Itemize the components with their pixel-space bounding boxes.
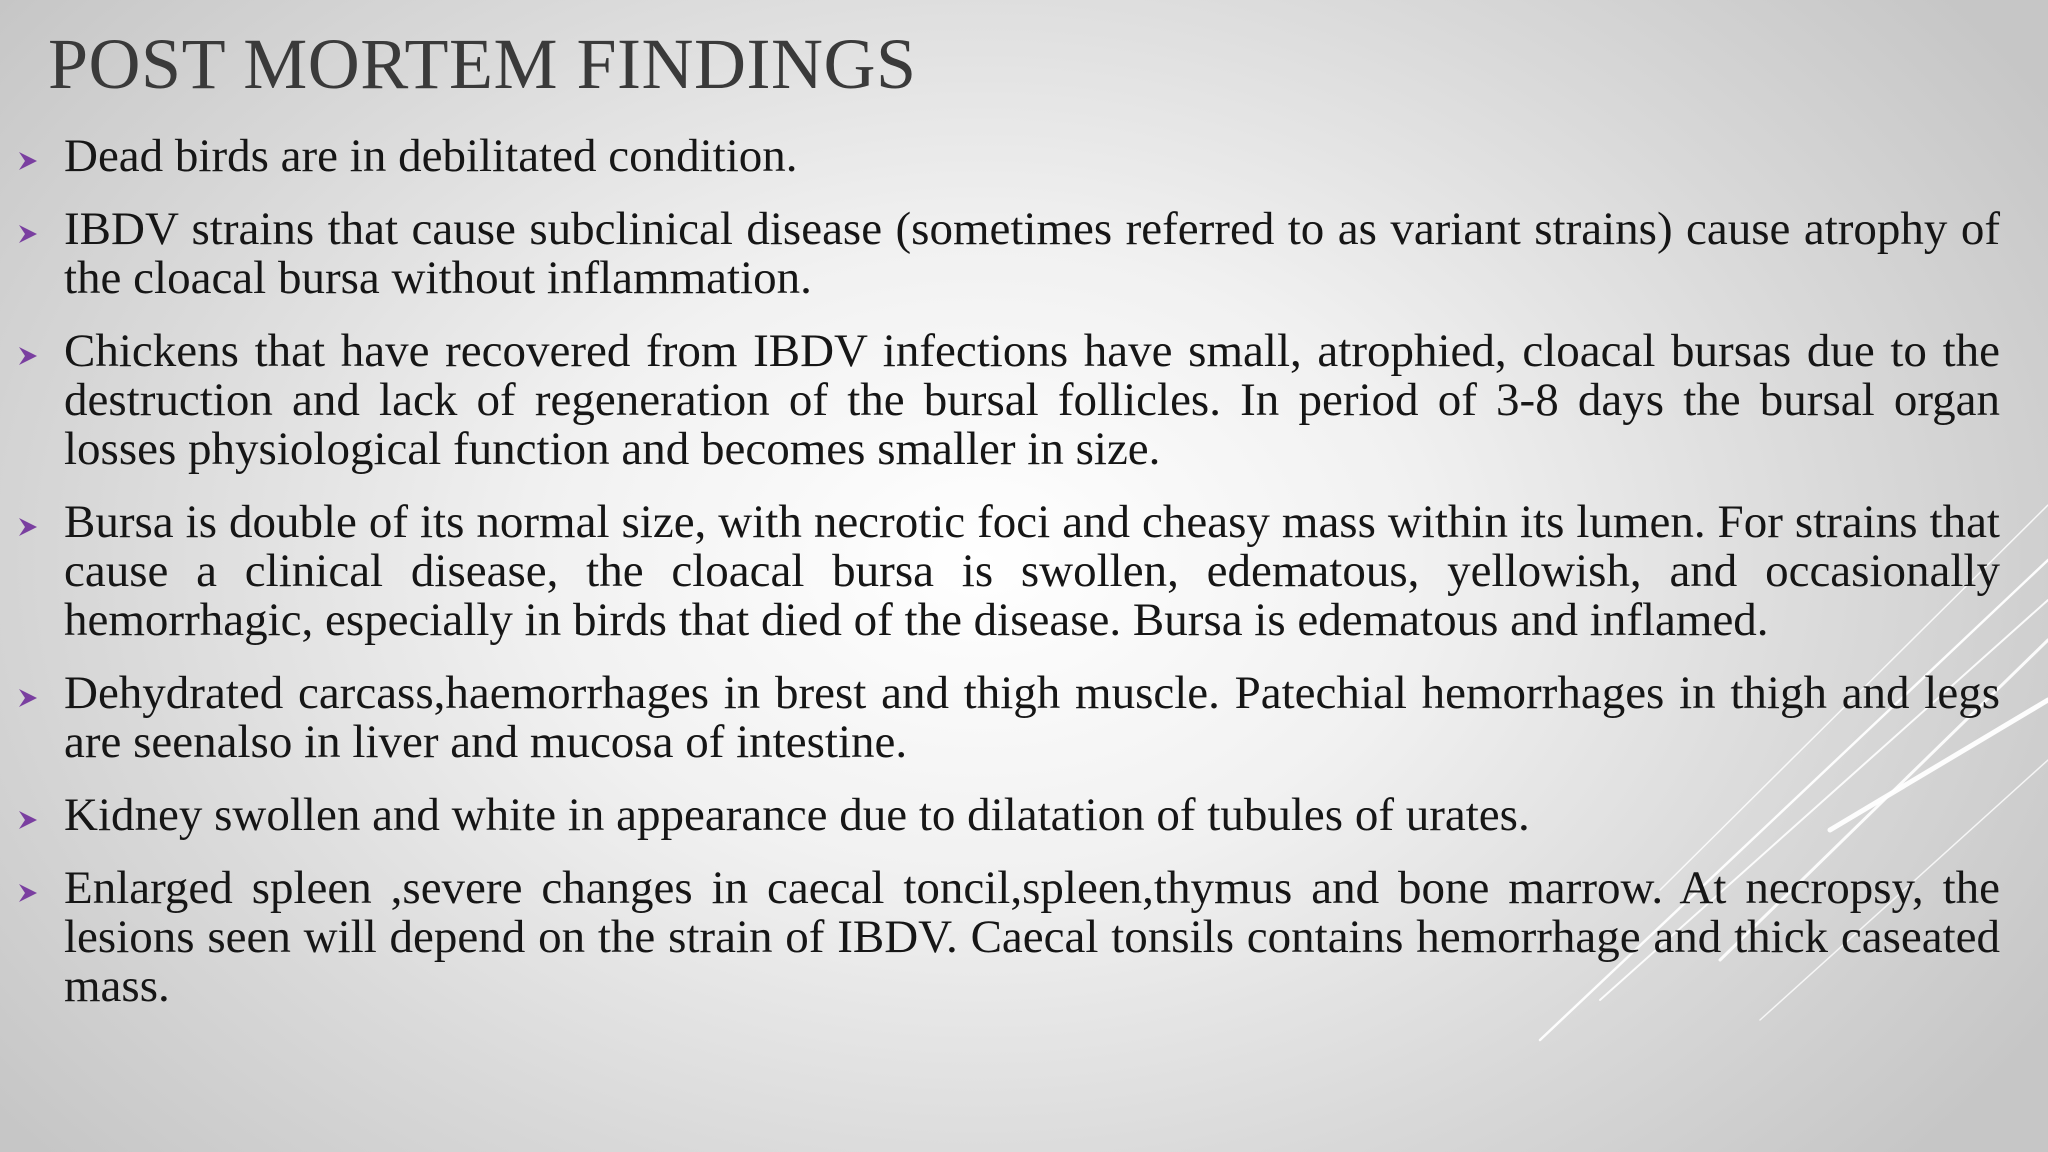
arrowhead-bullet-icon xyxy=(17,809,39,831)
bullet-text: Dehydrated carcass,haemorrhages in brest and thigh muscle. Patechial hemorrhages in thigh and legs are seenalso in liver and mucosa of intestine. xyxy=(64,667,2000,768)
list-item xyxy=(0,864,2000,1011)
arrowhead-bullet-icon xyxy=(17,150,39,172)
list-item xyxy=(0,498,2000,645)
slide-title: POST MORTEM FINDINGS xyxy=(48,24,917,104)
list-item xyxy=(0,132,2000,181)
bullet-text: Dead birds are in debilitated condition. xyxy=(64,130,798,182)
list-item xyxy=(0,327,2000,474)
arrowhead-bullet-icon xyxy=(17,223,39,245)
bullet-text: Chickens that have recovered from IBDV infections have small, atrophied, cloacal bursas due to the destruction and lack of regeneration of the bursal follicles. In period of 3-8 days the bursal organ losses physiological function and becomes smaller in size. xyxy=(64,325,2000,475)
bullet-text: IBDV strains that cause subclinical disease (sometimes referred to as variant strains) cause atrophy of the cloacal bursa without inflammation. xyxy=(64,203,2000,304)
list-item xyxy=(0,791,2000,840)
list-item xyxy=(0,205,2000,303)
bullet-text: Bursa is double of its normal size, with necrotic foci and cheasy mass within its lumen. For strains that cause a clinical disease, the cloacal bursa is swollen, edematous, yellowish, and occasionally hemorrhagic, especially in birds that died of the disease. Bursa is edematous and inflamed. xyxy=(64,496,2000,646)
bullet-list xyxy=(0,132,2000,1035)
arrowhead-bullet-icon xyxy=(17,345,39,367)
bullet-text: Kidney swollen and white in appearance due to dilatation of tubules of urates. xyxy=(64,789,1530,841)
list-item xyxy=(0,669,2000,767)
bullet-text: Enlarged spleen ,severe changes in caecal toncil,spleen,thymus and bone marrow. At necropsy, the lesions seen will depend on the strain of IBDV. Caecal tonsils contains hemorrhage and thick caseated mass. xyxy=(64,862,2000,1012)
arrowhead-bullet-icon xyxy=(17,687,39,709)
arrowhead-bullet-icon xyxy=(17,516,39,538)
arrowhead-bullet-icon xyxy=(17,882,39,904)
